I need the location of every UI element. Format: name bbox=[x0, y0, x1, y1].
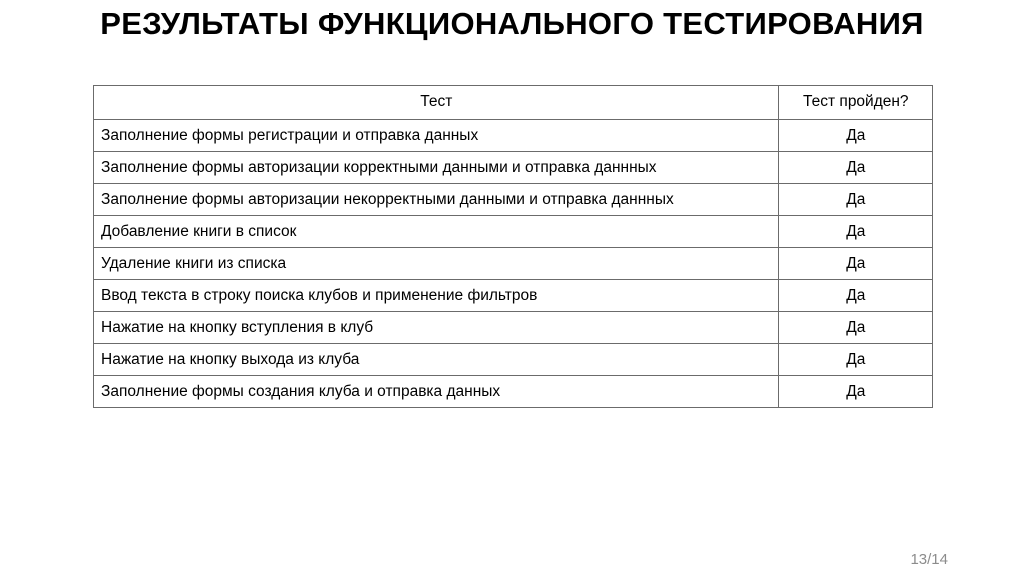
table-row bbox=[94, 248, 933, 280]
column-header-passed: Тест пройден? bbox=[778, 86, 932, 120]
test-name-cell: Добавление книги в список bbox=[94, 216, 779, 248]
test-passed-cell: Да bbox=[778, 120, 932, 152]
table-row bbox=[94, 312, 933, 344]
column-header-test: Тест bbox=[94, 86, 779, 120]
table-row bbox=[94, 120, 933, 152]
test-name-cell: Заполнение формы авторизации корректными данными и отправка даннных bbox=[94, 152, 779, 184]
test-name-cell: Нажатие на кнопку выхода из клуба bbox=[94, 344, 779, 376]
test-name-cell: Заполнение формы авторизации некорректными данными и отправка даннных bbox=[94, 184, 779, 216]
test-passed-cell: Да bbox=[778, 216, 932, 248]
test-name-cell: Заполнение формы создания клуба и отправка данных bbox=[94, 376, 779, 408]
test-passed-cell: Да bbox=[778, 152, 932, 184]
test-name-cell: Ввод текста в строку поиска клубов и применение фильтров bbox=[94, 280, 779, 312]
test-passed-cell: Да bbox=[778, 248, 932, 280]
test-passed-cell: Да bbox=[778, 184, 932, 216]
test-passed-cell: Да bbox=[778, 280, 932, 312]
results-table bbox=[93, 85, 933, 408]
table-row bbox=[94, 216, 933, 248]
table-row bbox=[94, 376, 933, 408]
test-passed-cell: Да bbox=[778, 344, 932, 376]
table-row bbox=[94, 184, 933, 216]
table-row bbox=[94, 344, 933, 376]
test-name-cell: Нажатие на кнопку вступления в клуб bbox=[94, 312, 779, 344]
table-row bbox=[94, 280, 933, 312]
test-name-cell: Удаление книги из списка bbox=[94, 248, 779, 280]
test-passed-cell: Да bbox=[778, 376, 932, 408]
slide-title: РЕЗУЛЬТАТЫ ФУНКЦИОНАЛЬНОГО ТЕСТИРОВАНИЯ bbox=[100, 6, 924, 41]
table-header-row bbox=[94, 86, 933, 120]
test-passed-cell: Да bbox=[778, 312, 932, 344]
page-number: 13/14 bbox=[910, 551, 948, 568]
table-row bbox=[94, 152, 933, 184]
test-name-cell: Заполнение формы регистрации и отправка данных bbox=[94, 120, 779, 152]
